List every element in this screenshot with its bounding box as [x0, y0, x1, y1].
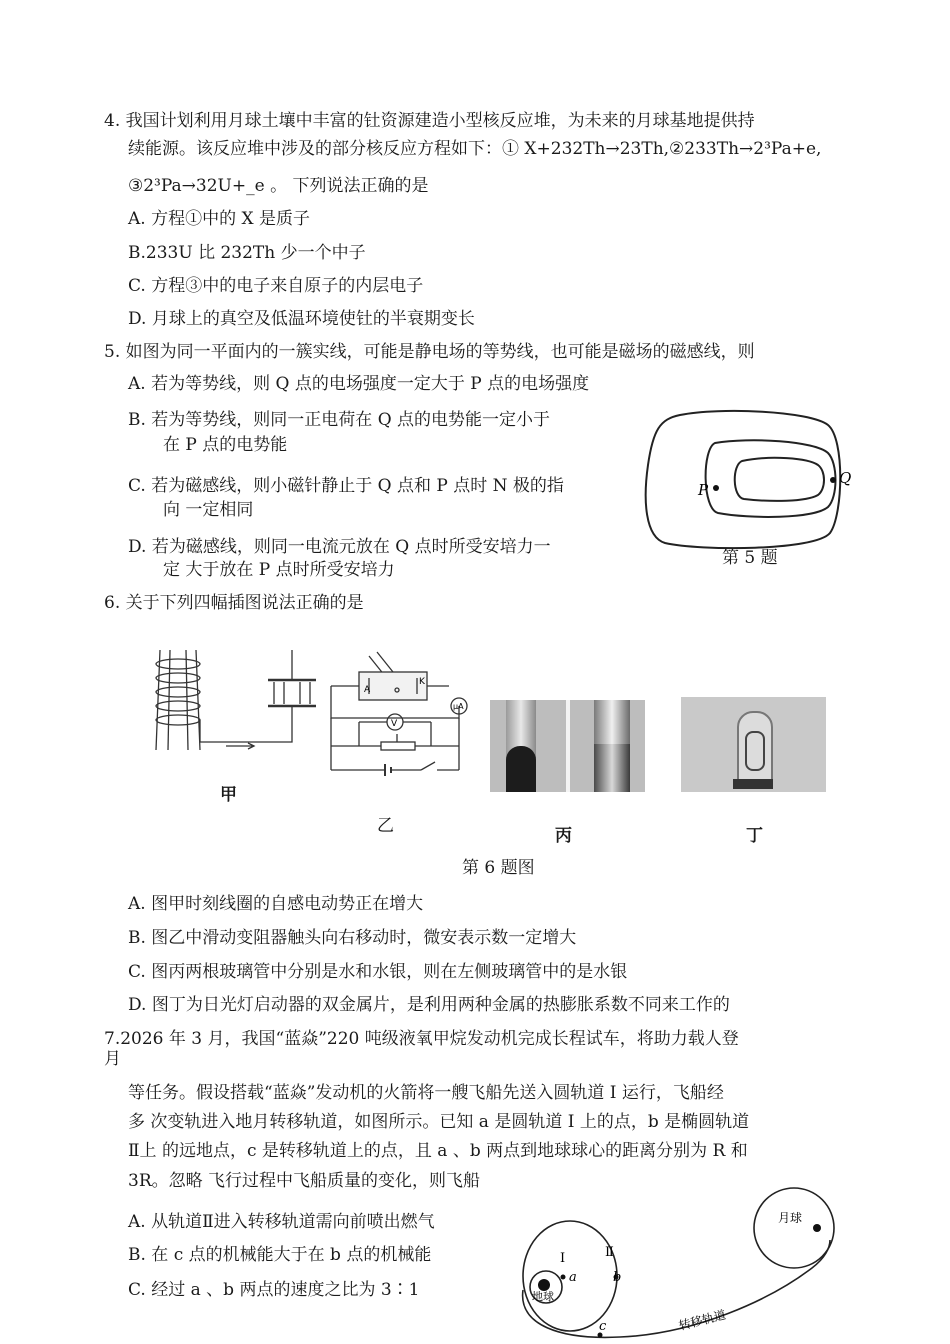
q7-stem-line2: 月: [104, 1049, 121, 1069]
q7-label-orbit2: Ⅱ: [605, 1245, 614, 1260]
q5-figure-caption: 第 5 题: [722, 548, 778, 568]
q6-yi-label-k: K: [419, 677, 425, 687]
q6-figure-caption: 第 6 题图: [462, 858, 535, 878]
q5-label-p: P: [698, 481, 709, 499]
q7-stem-line5: Ⅱ上 的远地点，c 是转移轨道上的点，且 a 、b 两点到地球球心的距离分别为 R 和: [128, 1141, 748, 1161]
q5-label-q: Q: [839, 469, 852, 487]
q5-option-d-line2: 定 大于放在 P 点时所受安培力: [163, 560, 395, 580]
q6-yi-voltmeter-label: V: [391, 719, 398, 729]
q7-label-orbit1: Ⅰ: [560, 1251, 566, 1266]
q6-figure-jia-coil-circuit: [150, 650, 310, 750]
q7-label-b: b: [613, 1270, 622, 1285]
q6-yi-microammeter-label: μA: [453, 702, 464, 711]
q7-option-a: A. 从轨道Ⅱ进入转移轨道需向前喷出燃气: [128, 1212, 435, 1232]
q6-option-a: A. 图甲时刻线圈的自感电动势正在增大: [128, 894, 424, 914]
q4-option-c: C. 方程③中的电子来自原子的内层电子: [128, 276, 424, 296]
q6-figure-bing-glass-tubes-photo: [490, 700, 645, 792]
q6-option-d: D. 图丁为日光灯启动器的双金属片，是利用两种金属的热膨胀系数不同来工作的: [128, 995, 730, 1015]
q6-label-bing: 丙: [555, 826, 572, 846]
q6-figure-ding-starter-photo: [681, 697, 826, 792]
q5-figure-field-lines: [640, 405, 855, 555]
q6-label-ding: 丁: [746, 826, 763, 846]
q7-label-moon: 月球: [778, 1211, 803, 1225]
q4-stem-line3: ③2³Pa→32U+_e 。 下列说法正确的是: [128, 176, 429, 196]
q7-label-earth: 地球: [532, 1290, 554, 1303]
q5-option-a: A. 若为等势线，则 Q 点的电场强度一定大于 P 点的电场强度: [128, 374, 590, 394]
q7-stem-line6: 3R。忽略 飞行过程中飞船质量的变化，则飞船: [128, 1171, 481, 1191]
q7-figure-earth-moon-orbits: [520, 1180, 845, 1342]
q7-label-transfer-orbit: 转移轨道: [677, 1307, 728, 1333]
q4-option-b: B.233U 比 232Th 少一个中子: [128, 243, 366, 263]
q7-label-a: a: [569, 1270, 577, 1285]
q6-yi-label-a: A: [364, 685, 371, 695]
q4-option-a: A. 方程①中的 X 是质子: [128, 209, 310, 229]
q5-option-b-line1: B. 若为等势线，则同一正电荷在 Q 点的电势能一定小于: [128, 410, 551, 430]
q7-stem-line4: 多 次变轨进入地月转移轨道，如图所示。已知 a 是圆轨道 I 上的点，b 是椭圆轨道: [128, 1112, 750, 1132]
q5-stem: 5. 如图为同一平面内的一簇实线，可能是静电场的等势线，也可能是磁场的磁感线，则: [104, 342, 755, 362]
q7-option-b: B. 在 c 点的机械能大于在 b 点的机械能: [128, 1245, 432, 1265]
q7-option-c: C. 经过 a 、b 两点的速度之比为 3∶1: [128, 1280, 420, 1300]
q4-option-d: D. 月球上的真空及低温环境使钍的半衰期变长: [128, 309, 475, 329]
q6-option-b: B. 图乙中滑动变阻器触头向右移动时，微安表示数一定增大: [128, 928, 577, 948]
q5-option-c-line2: 向 一定相同: [163, 500, 254, 520]
q4-stem-line2: 续能源。该反应堆中涉及的部分核反应方程如下：① X+232Th→23Th,②233Th→2³Pa+e,: [128, 139, 822, 159]
q7-stem-line1: 7.2026 年 3 月，我国“蓝焱”220 吨级液氧甲烷发动机完成长程试车，将助力载人登: [104, 1029, 739, 1049]
q6-label-jia: 甲: [220, 785, 237, 805]
q6-figure-yi-photoelectric-circuit: [325, 650, 465, 775]
q4-stem-line1: 4. 我国计划利用月球土壤中丰富的钍资源建造小型核反应堆，为未来的月球基地提供持: [104, 111, 755, 131]
q6-label-yi: 乙: [377, 816, 394, 836]
q5-option-b-line2: 在 P 点的电势能: [163, 435, 288, 455]
q6-option-c: C. 图丙两根玻璃管中分别是水和水银，则在左侧玻璃管中的是水银: [128, 962, 628, 982]
q6-stem: 6. 关于下列四幅插图说法正确的是: [104, 593, 364, 613]
q7-label-c: c: [599, 1319, 607, 1334]
q5-option-d-line1: D. 若为磁感线，则同一电流元放在 Q 点时所受安培力一: [128, 537, 551, 557]
q5-option-c-line1: C. 若为磁感线，则小磁针静止于 Q 点和 P 点时 N 极的指: [128, 476, 564, 496]
q7-stem-line3: 等任务。假设搭载“蓝焱”发动机的火箭将一艘飞船先送入圆轨道 I 运行，飞船经: [128, 1083, 724, 1103]
